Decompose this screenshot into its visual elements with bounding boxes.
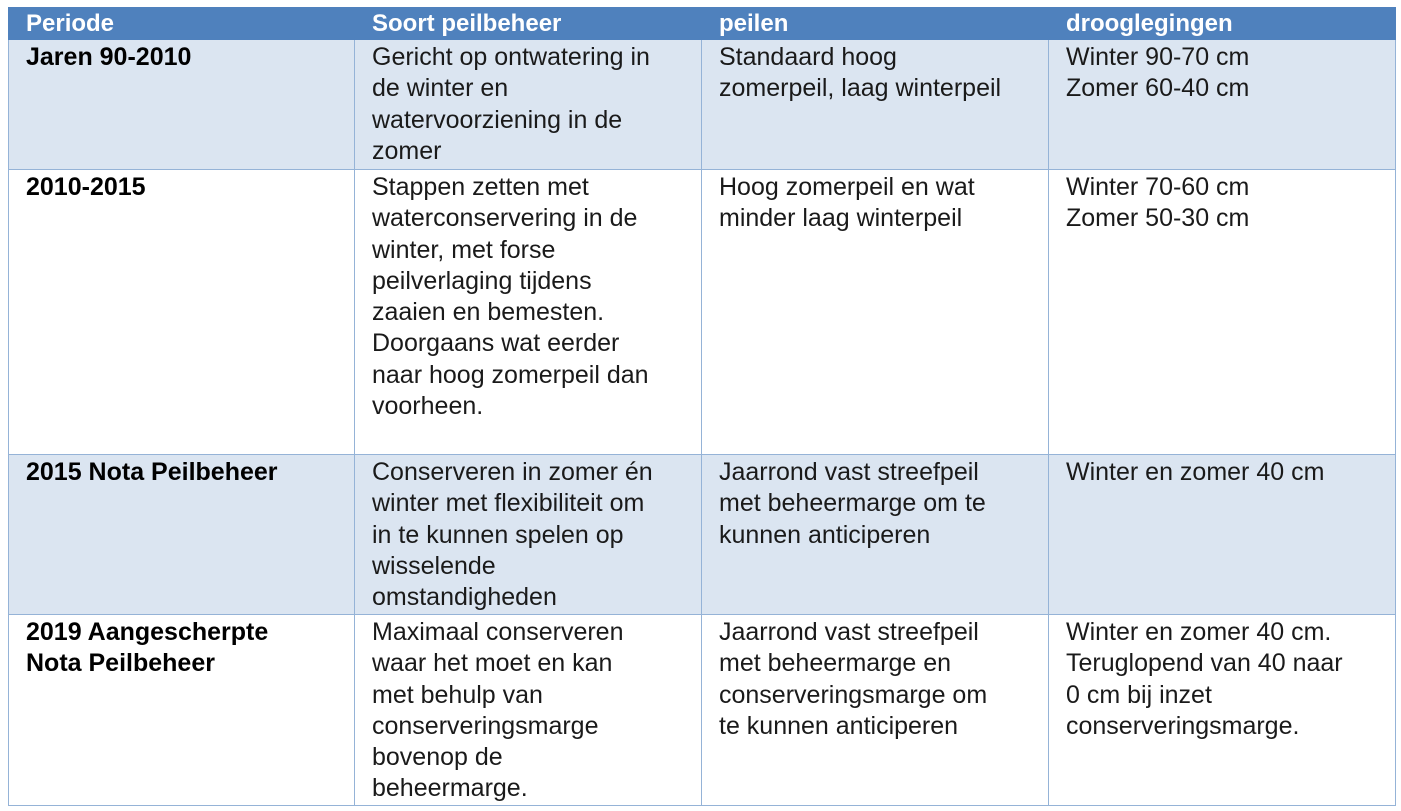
cell-soort-peilbeheer: Conserveren in zomer én winter met flexibiliteit om in te kunnen spelen op wisselende omstandigheden <box>355 455 702 615</box>
cell-periode: 2010-2015 <box>9 170 355 455</box>
header-row <box>9 8 1396 40</box>
cell-peilen: Jaarrond vast streefpeil met beheermarge en conserveringsmarge om te kunnen anticiperen <box>702 615 1049 806</box>
cell-peilen: Hoog zomerpeil en wat minder laag winterpeil <box>702 170 1049 455</box>
cell-peilen: Jaarrond vast streefpeil met beheermarge om te kunnen anticiperen <box>702 455 1049 615</box>
cell-soort-peilbeheer: Stappen zetten met waterconservering in de winter, met forse peilverlaging tijdens zaaien en bemesten. Doorgaans wat eerder naar hoog zomerpeil dan voorheen. <box>355 170 702 455</box>
table-row <box>9 615 1396 806</box>
peilbeheer-table <box>8 7 1396 806</box>
cell-periode: Jaren 90-2010 <box>9 40 355 170</box>
header-periode: Periode <box>9 8 355 40</box>
header-drooglegging: drooglegingen <box>1049 8 1396 40</box>
cell-soort-peilbeheer: Gericht op ontwatering in de winter en watervoorziening in de zomer <box>355 40 702 170</box>
cell-drooglegging: Winter en zomer 40 cm <box>1049 455 1396 615</box>
table-container <box>8 7 1395 806</box>
table-row <box>9 455 1396 615</box>
cell-drooglegging: Winter 90-70 cm Zomer 60-40 cm <box>1049 40 1396 170</box>
header-soort-peilbeheer: Soort peilbeheer <box>355 8 702 40</box>
cell-drooglegging: Winter en zomer 40 cm. Teruglopend van 40 naar 0 cm bij inzet conserveringsmarge. <box>1049 615 1396 806</box>
table-body <box>9 40 1396 806</box>
cell-periode: 2019 Aangescherpte Nota Peilbeheer <box>9 615 355 806</box>
cell-drooglegging: Winter 70-60 cm Zomer 50-30 cm <box>1049 170 1396 455</box>
table-row <box>9 40 1396 170</box>
cell-peilen: Standaard hoog zomerpeil, laag winterpeil <box>702 40 1049 170</box>
header-peilen: peilen <box>702 8 1049 40</box>
table-header <box>9 8 1396 40</box>
cell-soort-peilbeheer: Maximaal conserveren waar het moet en kan met behulp van conserveringsmarge bovenop de beheermarge. <box>355 615 702 806</box>
table-row <box>9 170 1396 455</box>
cell-periode: 2015 Nota Peilbeheer <box>9 455 355 615</box>
